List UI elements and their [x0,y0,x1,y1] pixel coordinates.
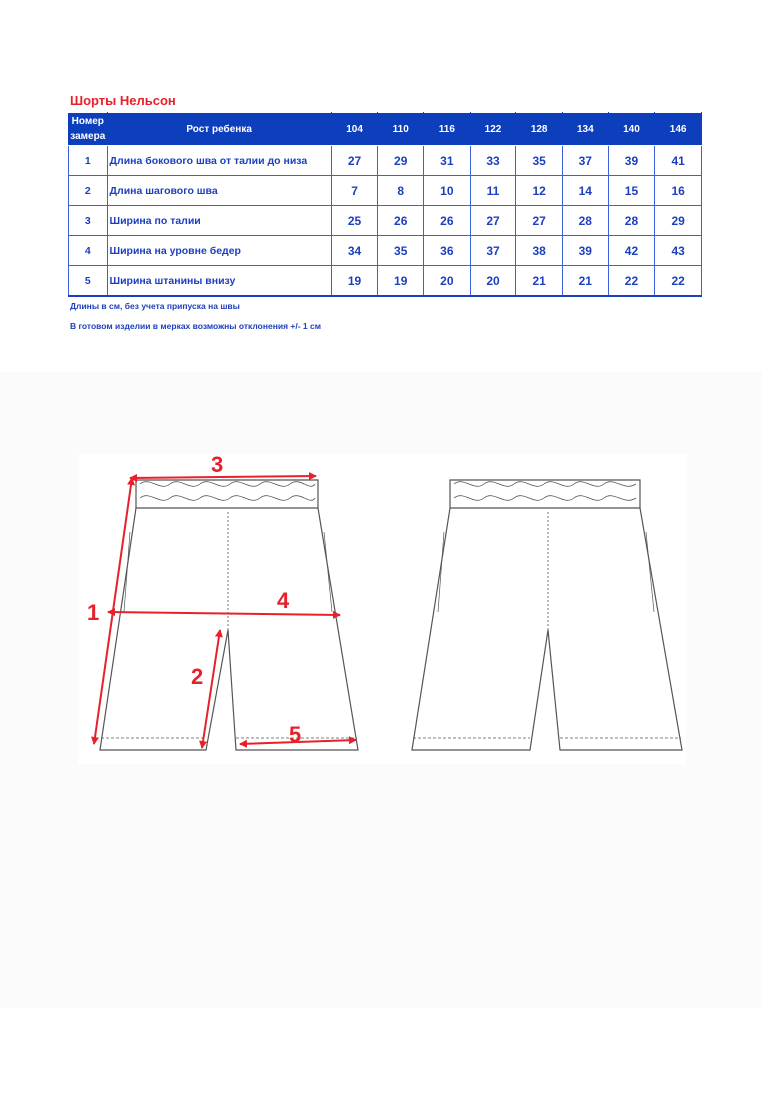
table-cell: 21 [562,266,608,297]
table-cell: 19 [378,266,424,297]
table-row [69,206,702,236]
table-cell: 31 [424,146,471,176]
row-label: Длина бокового шва от талии до низа [107,146,331,176]
row-label: Ширина на уровне бедер [107,236,331,266]
row-label: Ширина по талии [107,206,331,236]
header-measure-number-line1: Номер [71,116,104,127]
header-size: 116 [424,113,471,146]
table-cell: 22 [655,266,702,297]
measure-label-4: 4 [277,588,290,613]
table-cell: 15 [608,176,655,206]
header-child-height: Рост ребенка [107,113,331,146]
table-cell: 39 [608,146,655,176]
header-size: 134 [562,113,608,146]
table-cell: 42 [608,236,655,266]
table-cell: 22 [608,266,655,297]
header-measure-number [69,113,108,146]
table-header-row [69,113,702,146]
table-cell: 14 [562,176,608,206]
size-chart-table [68,112,702,297]
shorts-diagram [0,372,762,1008]
table-cell: 25 [331,206,378,236]
table-cell: 12 [516,176,563,206]
row-label: Длина шагового шва [107,176,331,206]
table-row [69,236,702,266]
table-cell: 34 [331,236,378,266]
table-row [69,266,702,297]
table-cell: 35 [378,236,424,266]
table-cell: 11 [470,176,516,206]
table-cell: 29 [655,206,702,236]
measure-label-2: 2 [191,664,204,689]
header-measure-number-line2: замера [70,131,106,142]
table-cell: 39 [562,236,608,266]
table-cell: 41 [655,146,702,176]
header-size: 110 [378,113,424,146]
table-cell: 8 [378,176,424,206]
table-cell: 37 [470,236,516,266]
row-number: 2 [69,176,108,206]
table-cell: 43 [655,236,702,266]
row-number: 4 [69,236,108,266]
table-cell: 16 [655,176,702,206]
header-size: 146 [655,113,702,146]
row-number: 1 [69,146,108,176]
table-row [69,146,702,176]
measure-label-3: 3 [211,452,224,477]
measure-label-5: 5 [289,722,302,747]
header-size: 104 [331,113,378,146]
header-size: 122 [470,113,516,146]
table-cell: 21 [516,266,563,297]
row-label: Ширина штанины внизу [107,266,331,297]
page-title: Шорты Нельсон [70,93,176,108]
table-cell: 7 [331,176,378,206]
shorts-diagram-svg [0,372,762,1008]
table-cell: 19 [331,266,378,297]
header-size: 140 [608,113,655,146]
table-cell: 35 [516,146,563,176]
table-cell: 20 [424,266,471,297]
measure-label-1: 1 [87,600,100,625]
table-cell: 37 [562,146,608,176]
table-cell: 29 [378,146,424,176]
table-cell: 26 [378,206,424,236]
note-deviation: В готовом изделии в мерках возможны отклонения +/- 1 см [70,321,322,331]
table-cell: 33 [470,146,516,176]
table-cell: 27 [470,206,516,236]
table-cell: 38 [516,236,563,266]
table-cell: 10 [424,176,471,206]
header-size: 128 [516,113,563,146]
note-lengths: Длины в см, без учета припуска на швы [70,301,240,311]
table-cell: 36 [424,236,471,266]
table-cell: 28 [608,206,655,236]
table-cell: 28 [562,206,608,236]
table-cell: 20 [470,266,516,297]
table-row [69,176,702,206]
table-cell: 27 [516,206,563,236]
table-cell: 27 [331,146,378,176]
row-number: 3 [69,206,108,236]
row-number: 5 [69,266,108,297]
table-cell: 26 [424,206,471,236]
